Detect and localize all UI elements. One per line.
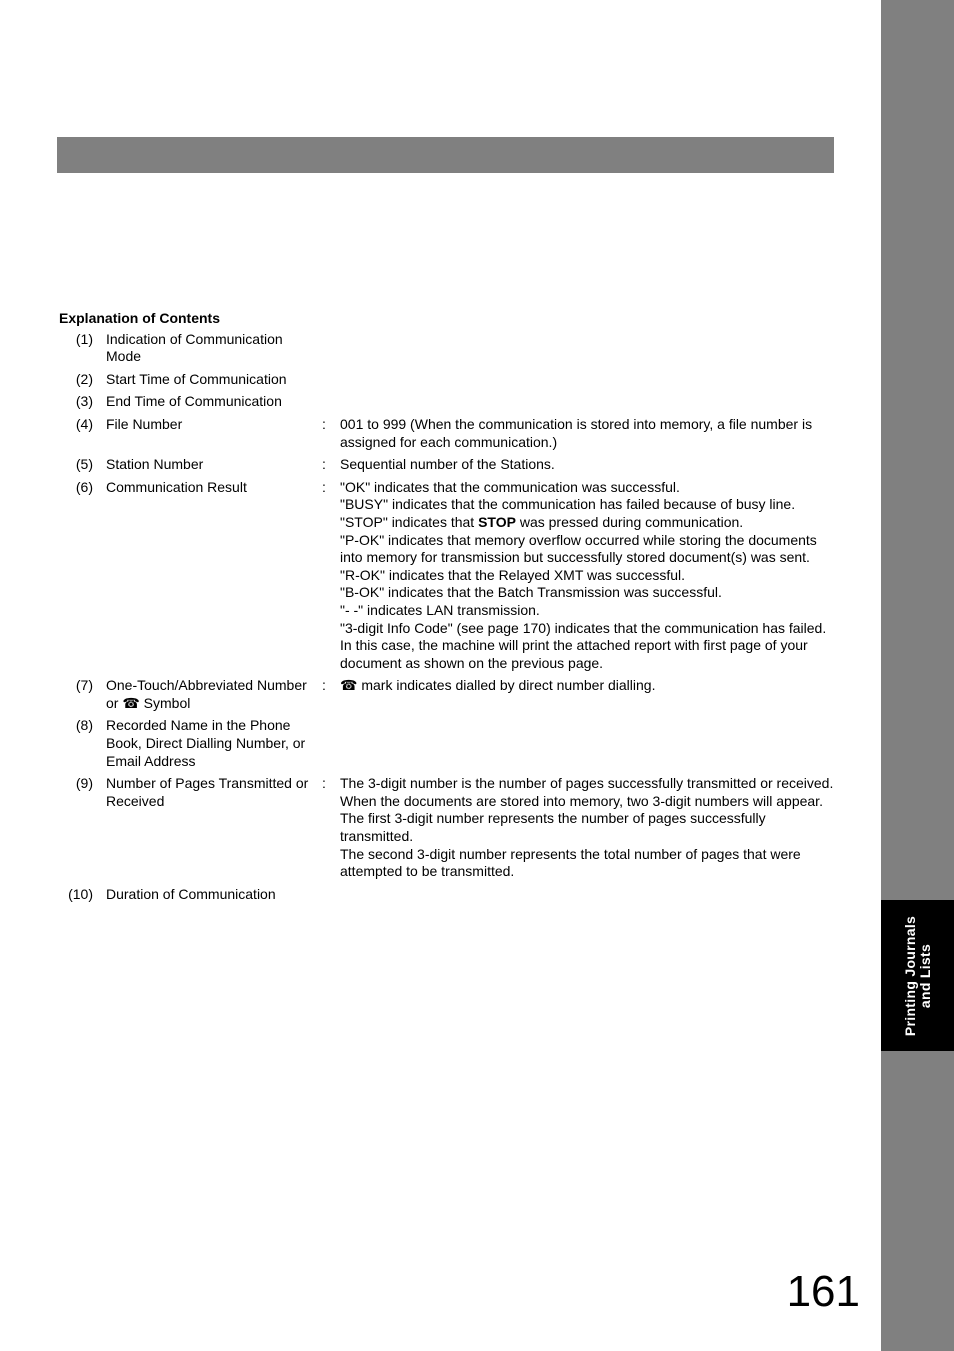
side-margin-bar [881,0,954,1351]
item-description [340,456,834,474]
chapter-tab-line2: and Lists [916,943,933,1008]
item-number: (6) [75,478,93,495]
item-description [340,416,834,451]
item-number: (8) [75,717,93,734]
explanation-row [59,479,834,673]
item-number: (10) [68,885,93,902]
explanation-row [59,886,834,904]
description-line: Sequential number of the Stations. [340,456,555,473]
item-label: End Time of Communication [106,393,282,410]
page-number: 161 [786,1267,860,1316]
description-line: "OK" indicates that the communication was successful. [340,478,680,495]
description-line: "B-OK" indicates that the Batch Transmission was successful. [340,584,722,601]
item-label: Duration of Communication [106,885,276,902]
description-line: 001 to 999 (When the communication is stored into memory, a file number is assigned for each communication.) [340,415,813,450]
explanation-row [59,393,834,411]
item-number: (9) [75,775,93,792]
item-label: Recorded Name in the Phone Book, Direct Dialling Number, or Email Address [106,717,306,769]
header-band [57,137,834,173]
item-number: (4) [75,415,93,432]
description-line: The first 3-digit number represents the number of pages successfully transmitted. [340,810,766,845]
explanation-row [59,717,834,770]
item-label: Start Time of Communication [106,370,287,387]
description-line: When the documents are stored into memory, two 3-digit numbers will appear. [340,792,823,809]
description-line: ☎ mark indicates dialled by direct number dialling. [340,677,656,694]
item-label: One-Touch/Abbreviated Number or ☎ Symbol [106,677,307,711]
item-label: Communication Result [106,478,247,495]
description-line: The 3-digit number is the number of pages successfully transmitted or received. [340,775,834,792]
explanation-row [59,677,834,712]
description-line: "- -" indicates LAN transmission. [340,601,540,618]
item-description [340,775,834,881]
explanation-section [59,310,834,908]
description-line: The second 3-digit number represents the total number of pages that were attempted to be transmitted. [340,845,801,880]
description-line: "3-digit Info Code" (see page 170) indicates that the communication has failed. In this case, the machine will print the attached report with first page of your document as shown on the previous page. [340,619,827,671]
explanation-row [59,331,834,366]
item-label: File Number [106,415,183,432]
explanation-row [59,456,834,474]
chapter-tab-line1: Printing Journals [901,915,918,1036]
stop-text-after: was pressed during communication. [515,513,744,530]
explanation-row [59,416,834,451]
item-number: (2) [75,370,93,387]
explanation-row [59,371,834,389]
explanation-row [59,775,834,881]
item-separator: : [322,677,326,694]
item-label: Indication of Communication Mode [106,330,283,365]
item-description [340,479,834,673]
item-description [340,677,834,695]
stop-text-before: "STOP" indicates that [340,513,479,530]
stop-key-name: STOP [478,513,516,530]
item-number: (5) [75,456,93,473]
item-label: Number of Pages Transmitted or Received [106,775,309,809]
description-line: "R-OK" indicates that the Relayed XMT was successful. [340,566,686,583]
chapter-tab [881,900,954,1051]
item-number: (3) [75,393,93,410]
description-line: "P-OK" indicates that memory overflow occurred while storing the documents into memory for transmission but successfully stored document(s) was sent. [340,531,817,566]
explanation-list [59,331,834,904]
item-separator: : [322,478,326,495]
item-label: Station Number [106,456,204,473]
item-number: (7) [75,677,93,694]
chapter-tab-label [903,915,933,1035]
item-separator: : [322,456,326,473]
item-separator: : [322,415,326,432]
section-title: Explanation of Contents [59,310,220,326]
description-line: "BUSY" indicates that the communication has failed because of busy line. [340,496,796,513]
description-line [340,514,834,532]
item-separator: : [322,775,326,792]
item-number: (1) [75,330,93,347]
